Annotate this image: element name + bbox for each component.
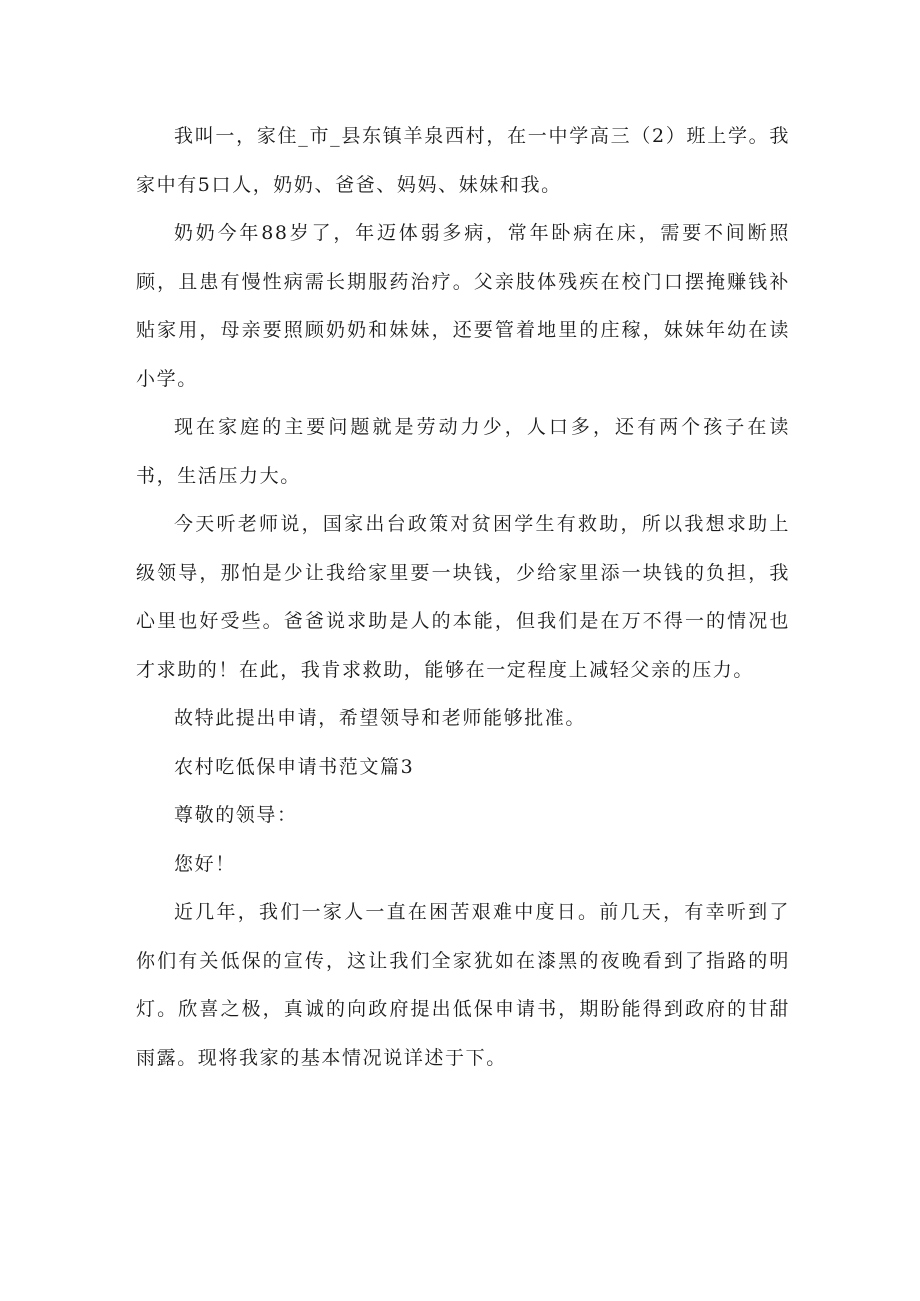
- paragraph-application-intro: 近几年，我们一家人一直在困苦艰难中度日。前几天，有幸听到了你们有关低保的宣传，这让我们全家犹如在漆黑的夜晚看到了指路的明灯。欣喜之极，真诚的向政府提出低保申请书，期盼能得到政府的甘甜雨露。现将我家的基本情况说详述于下。: [136, 901, 790, 1069]
- paragraph-request-reason: 今天听老师说，国家出台政策对贫困学生有救助，所以我想求助上级领导，那怕是少让我给家里要一块钱，少给家里添一块钱的负担，我心里也好受些。爸爸说求助是人的本能，但我们是在万不得一的情况也才求助的！在此，我肯求救助，能够在一定程度上减轻父亲的压力。: [136, 513, 790, 681]
- paragraph-family-condition: 奶奶今年88岁了，年迈体弱多病，常年卧病在床，需要不间断照顾，且患有慢性病需长期服药治疗。父亲肢体残疾在校门口摆掩赚钱补贴家用，母亲要照顾奶奶和妹妹，还要管着地里的庄稼，妹妹年幼在读小学。: [136, 222, 790, 390]
- document-body: [136, 112, 790, 1082]
- paragraph-family-intro: 我叫一，家住_市_县东镇羊泉西村，在一中学高三（2）班上学。我家中有5口人，奶奶、爸爸、妈妈、妹妹和我。: [136, 125, 790, 196]
- paragraph-request: 故特此提出申请，希望领导和老师能够批准。: [174, 707, 587, 729]
- section-title: 农村吃低保申请书范文篇3: [174, 755, 415, 778]
- salutation: 尊敬的领导：: [174, 804, 298, 826]
- paragraph-main-problem: 现在家庭的主要问题就是劳动力少，人口多，还有两个孩子在读书，生活压力大。: [136, 416, 790, 487]
- greeting: 您好！: [174, 852, 236, 875]
